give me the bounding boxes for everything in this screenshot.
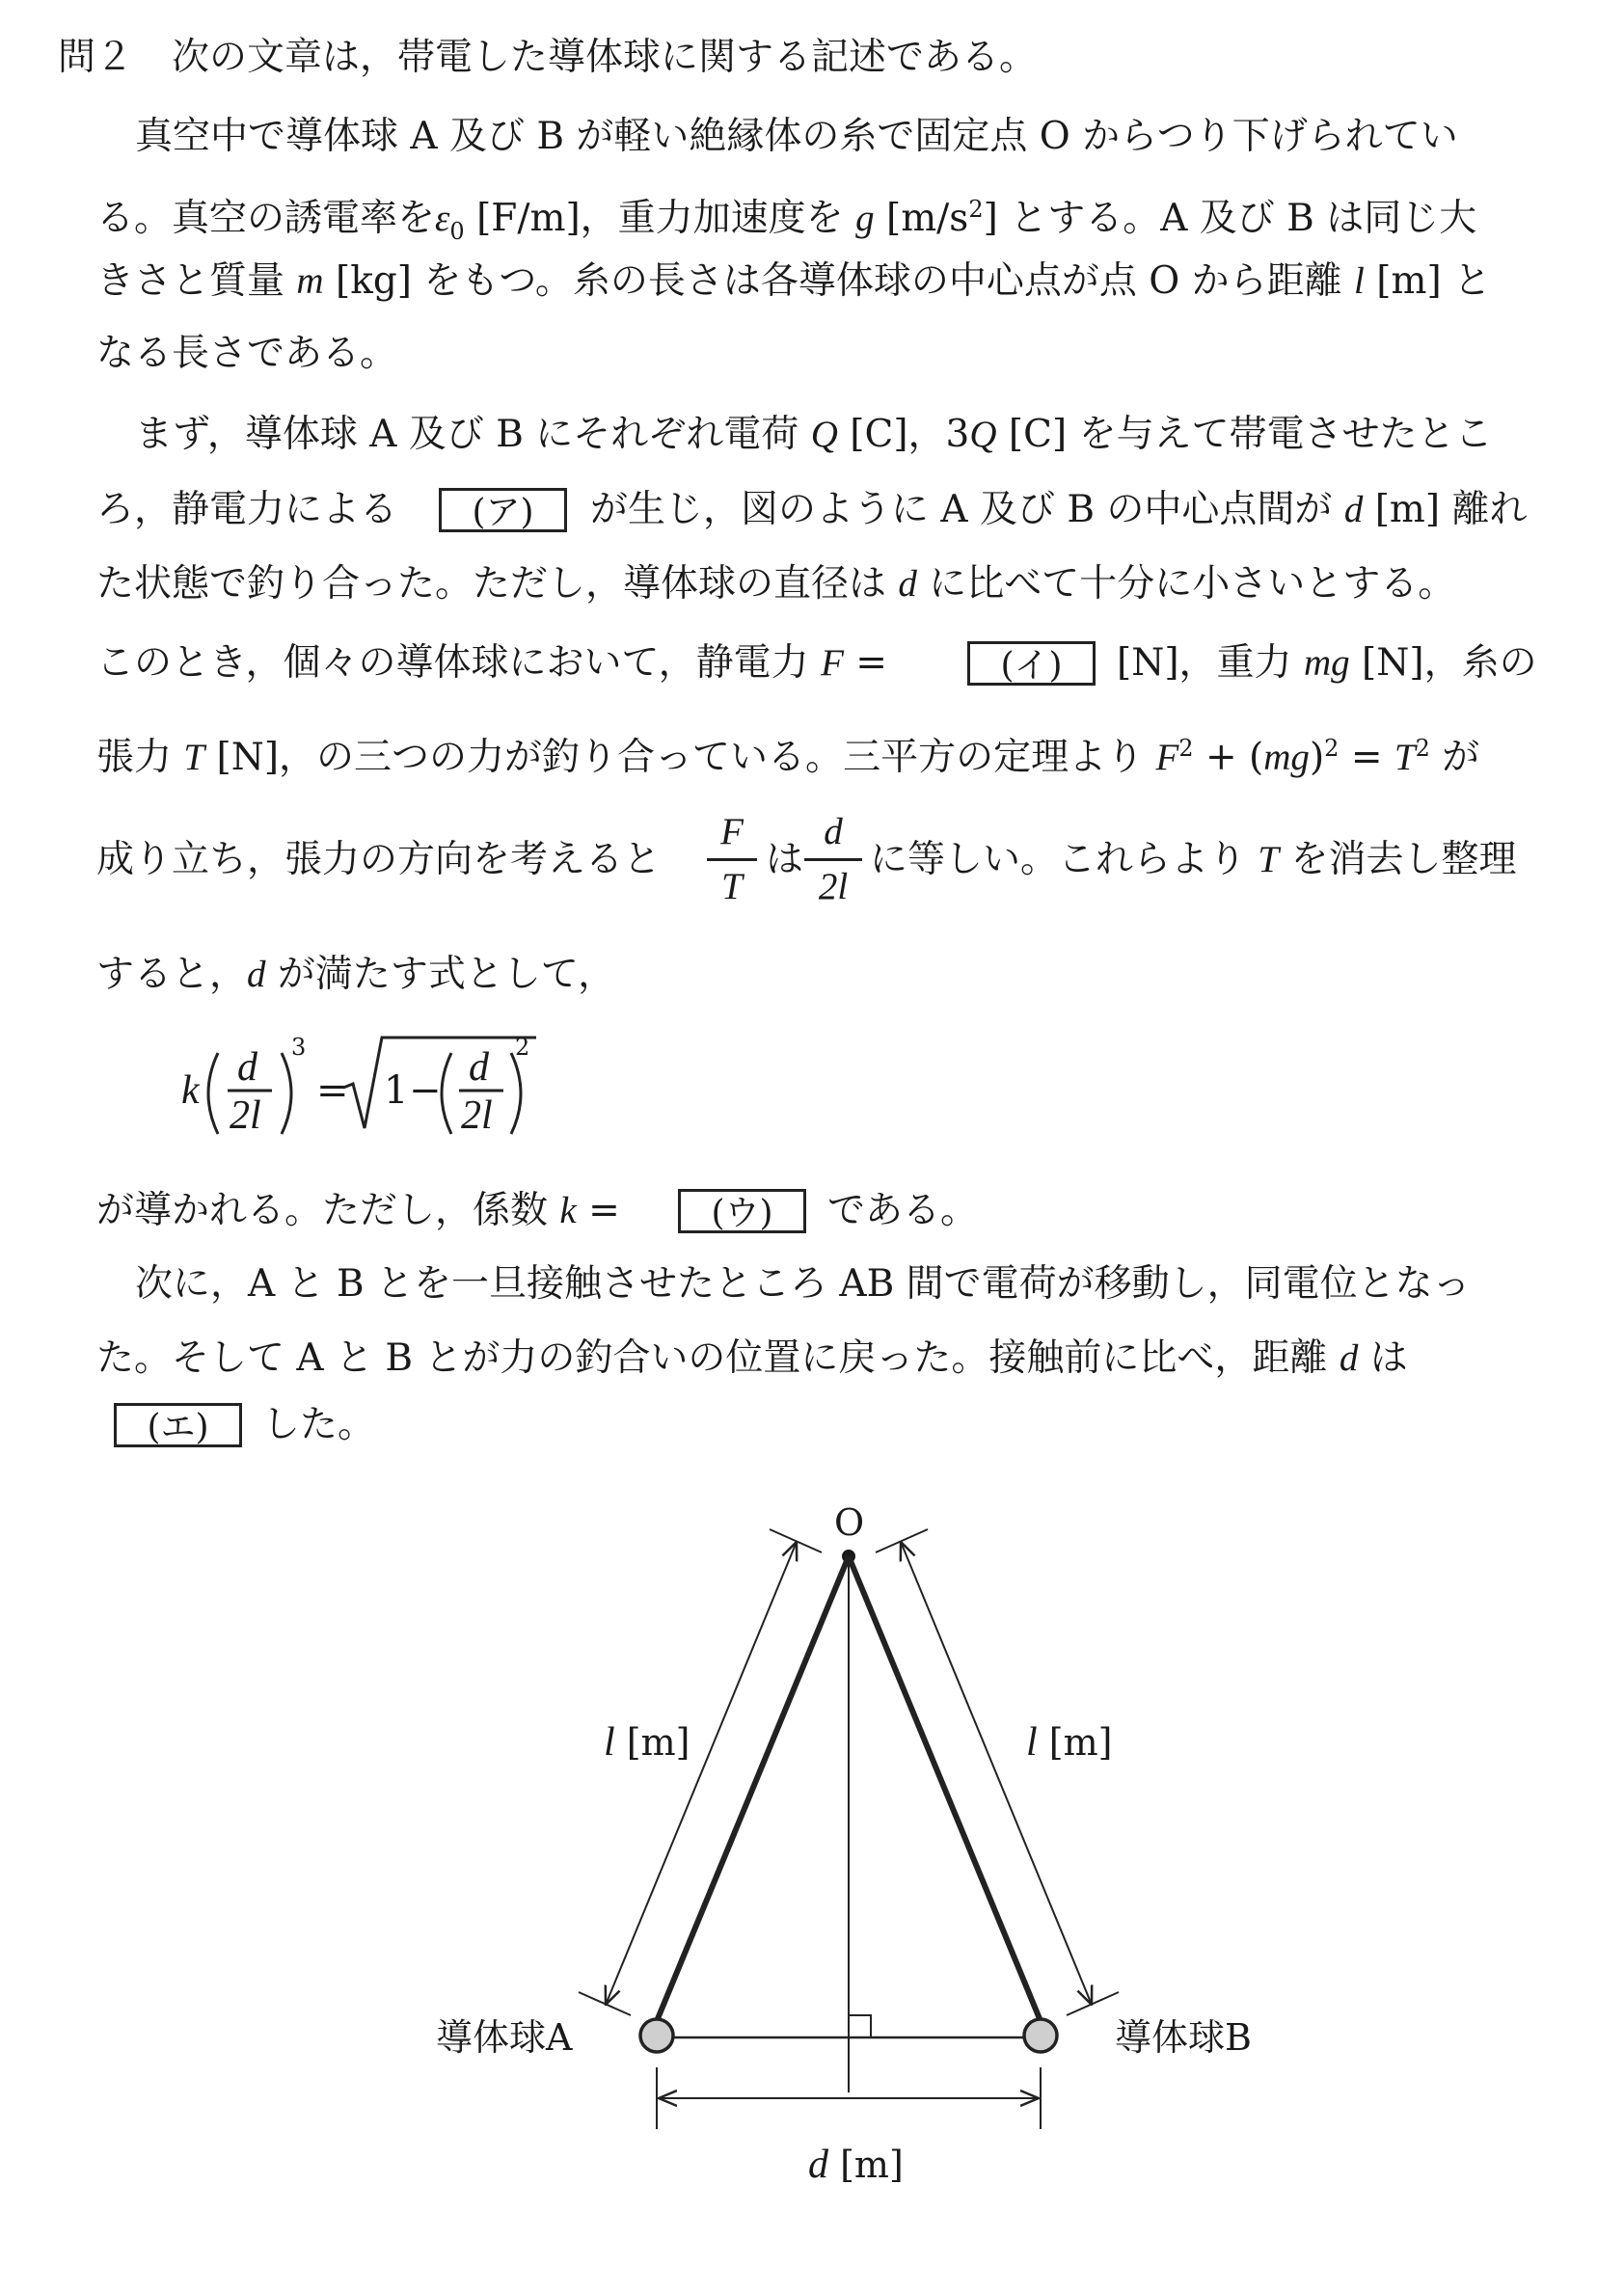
p2-line-4b: [N]，重力 mg [N]，糸の <box>1117 641 1537 685</box>
blank-i: (イ) <box>967 641 1096 686</box>
p2-line-8a: が導かれる。ただし，係数 k = <box>96 1189 620 1232</box>
right-angle-marker <box>849 2015 871 2037</box>
blank-e: (エ) <box>114 1403 242 1447</box>
p2-line-6b: は <box>766 838 804 881</box>
p2-line-3: た状態で釣り合った。ただし，導体球の直径は d に比べて十分に小さいとする。 <box>96 562 1456 606</box>
sphere-B <box>1024 2019 1057 2052</box>
p1-line-1: 真空中で導体球 A 及び B が軽い絶縁体の糸で固定点 O からつり下げられてい <box>135 115 1458 158</box>
p1-line-4: なる長さである。 <box>96 332 398 375</box>
fraction-d-over-2l: d 2l <box>804 808 862 911</box>
p2-line-8c: である。 <box>827 1189 979 1232</box>
question-intro: 次の文章は，帯電した導体球に関する記述である。 <box>172 36 1038 79</box>
label-l-left: l [m] <box>604 1720 690 1765</box>
p2-line-4a: このとき，個々の導体球において，静電力 F = <box>96 641 887 685</box>
dimension-tick-left-bottom <box>579 1992 631 2015</box>
p1-line-2: る。真空の誘電率を$\varepsilon_0$ [F/m]，重力加速度を g $[m/s^2]$ とする。A 及び B は同じ大 <box>96 196 1477 245</box>
p3-line-3: した。 <box>262 1403 376 1446</box>
formula-d: d <box>237 1045 257 1090</box>
dimension-tick-right-top <box>876 1529 928 1552</box>
label-sphere-B: 導体球B <box>1115 2016 1252 2059</box>
p2-line-6c: に等しい。これらより T を消去し整理 <box>870 838 1517 881</box>
p3-line-2: た。そして A と B とが力の釣合いの位置に戻った。接触前に比べ，距離 d は <box>96 1336 1408 1380</box>
sphere-A <box>640 2019 673 2052</box>
question-number: 問２ <box>58 36 134 79</box>
formula-2l-2: 2l <box>461 1093 493 1138</box>
p2-line-7: すると，d が満たす式として， <box>96 953 616 996</box>
dimension-tick-left-top <box>770 1529 822 1552</box>
fraction-F-over-T: F T <box>707 808 757 911</box>
p2-line-6a: 成り立ち，張力の方向を考えると <box>96 838 662 881</box>
epsilon-symbol: ε <box>435 198 450 239</box>
p2-line-1: まず，導体球 A 及び B にそれぞれ電荷 Q [C]，3Q [C] を与えて帯電させたとこ <box>135 413 1493 456</box>
thread-A <box>657 1556 849 2021</box>
label-d: d [m] <box>808 2143 904 2187</box>
formula-one: 1 <box>384 1068 409 1113</box>
p1-line-3: きさと質量 m [kg] をもつ。糸の長さは各導体球の中心点が点 O から距離 l [m] と <box>96 259 1492 303</box>
dimension-arrow-left <box>606 1542 797 2005</box>
formula-k: k <box>181 1068 200 1113</box>
p2-line-2b: が生じ，図のように A 及び B の中心点間が d [m] 離れ <box>590 488 1528 531</box>
label-O: O <box>834 1501 865 1544</box>
thread-B <box>849 1556 1041 2021</box>
formula-minus: − <box>409 1068 442 1113</box>
label-l-right: l [m] <box>1026 1720 1113 1765</box>
formula-d-2: d <box>469 1045 489 1090</box>
formula-exp-2: 2 <box>515 1034 530 1061</box>
p2-line-5: 張力 T [N]，の三つの力が釣り合っている。三平方の定理より $F^2 + (mg)^2 = T^2$ が <box>96 735 1480 779</box>
dimension-arrow-right <box>901 1542 1092 2005</box>
formula-equals: = <box>316 1068 349 1113</box>
label-sphere-A: 導体球A <box>436 2016 573 2059</box>
p2-line-2a: ろ，静電力による <box>96 488 398 531</box>
formula-exp-3: 3 <box>291 1034 307 1061</box>
blank-u: (ウ) <box>678 1189 806 1233</box>
p3-line-1: 次に，A と B とを一旦接触させたところ AB 間で電荷が移動し，同電位となっ <box>135 1262 1471 1306</box>
formula-2l: 2l <box>230 1093 261 1138</box>
blank-a: (ア) <box>439 488 567 532</box>
dimension-tick-right-bottom <box>1067 1992 1119 2015</box>
